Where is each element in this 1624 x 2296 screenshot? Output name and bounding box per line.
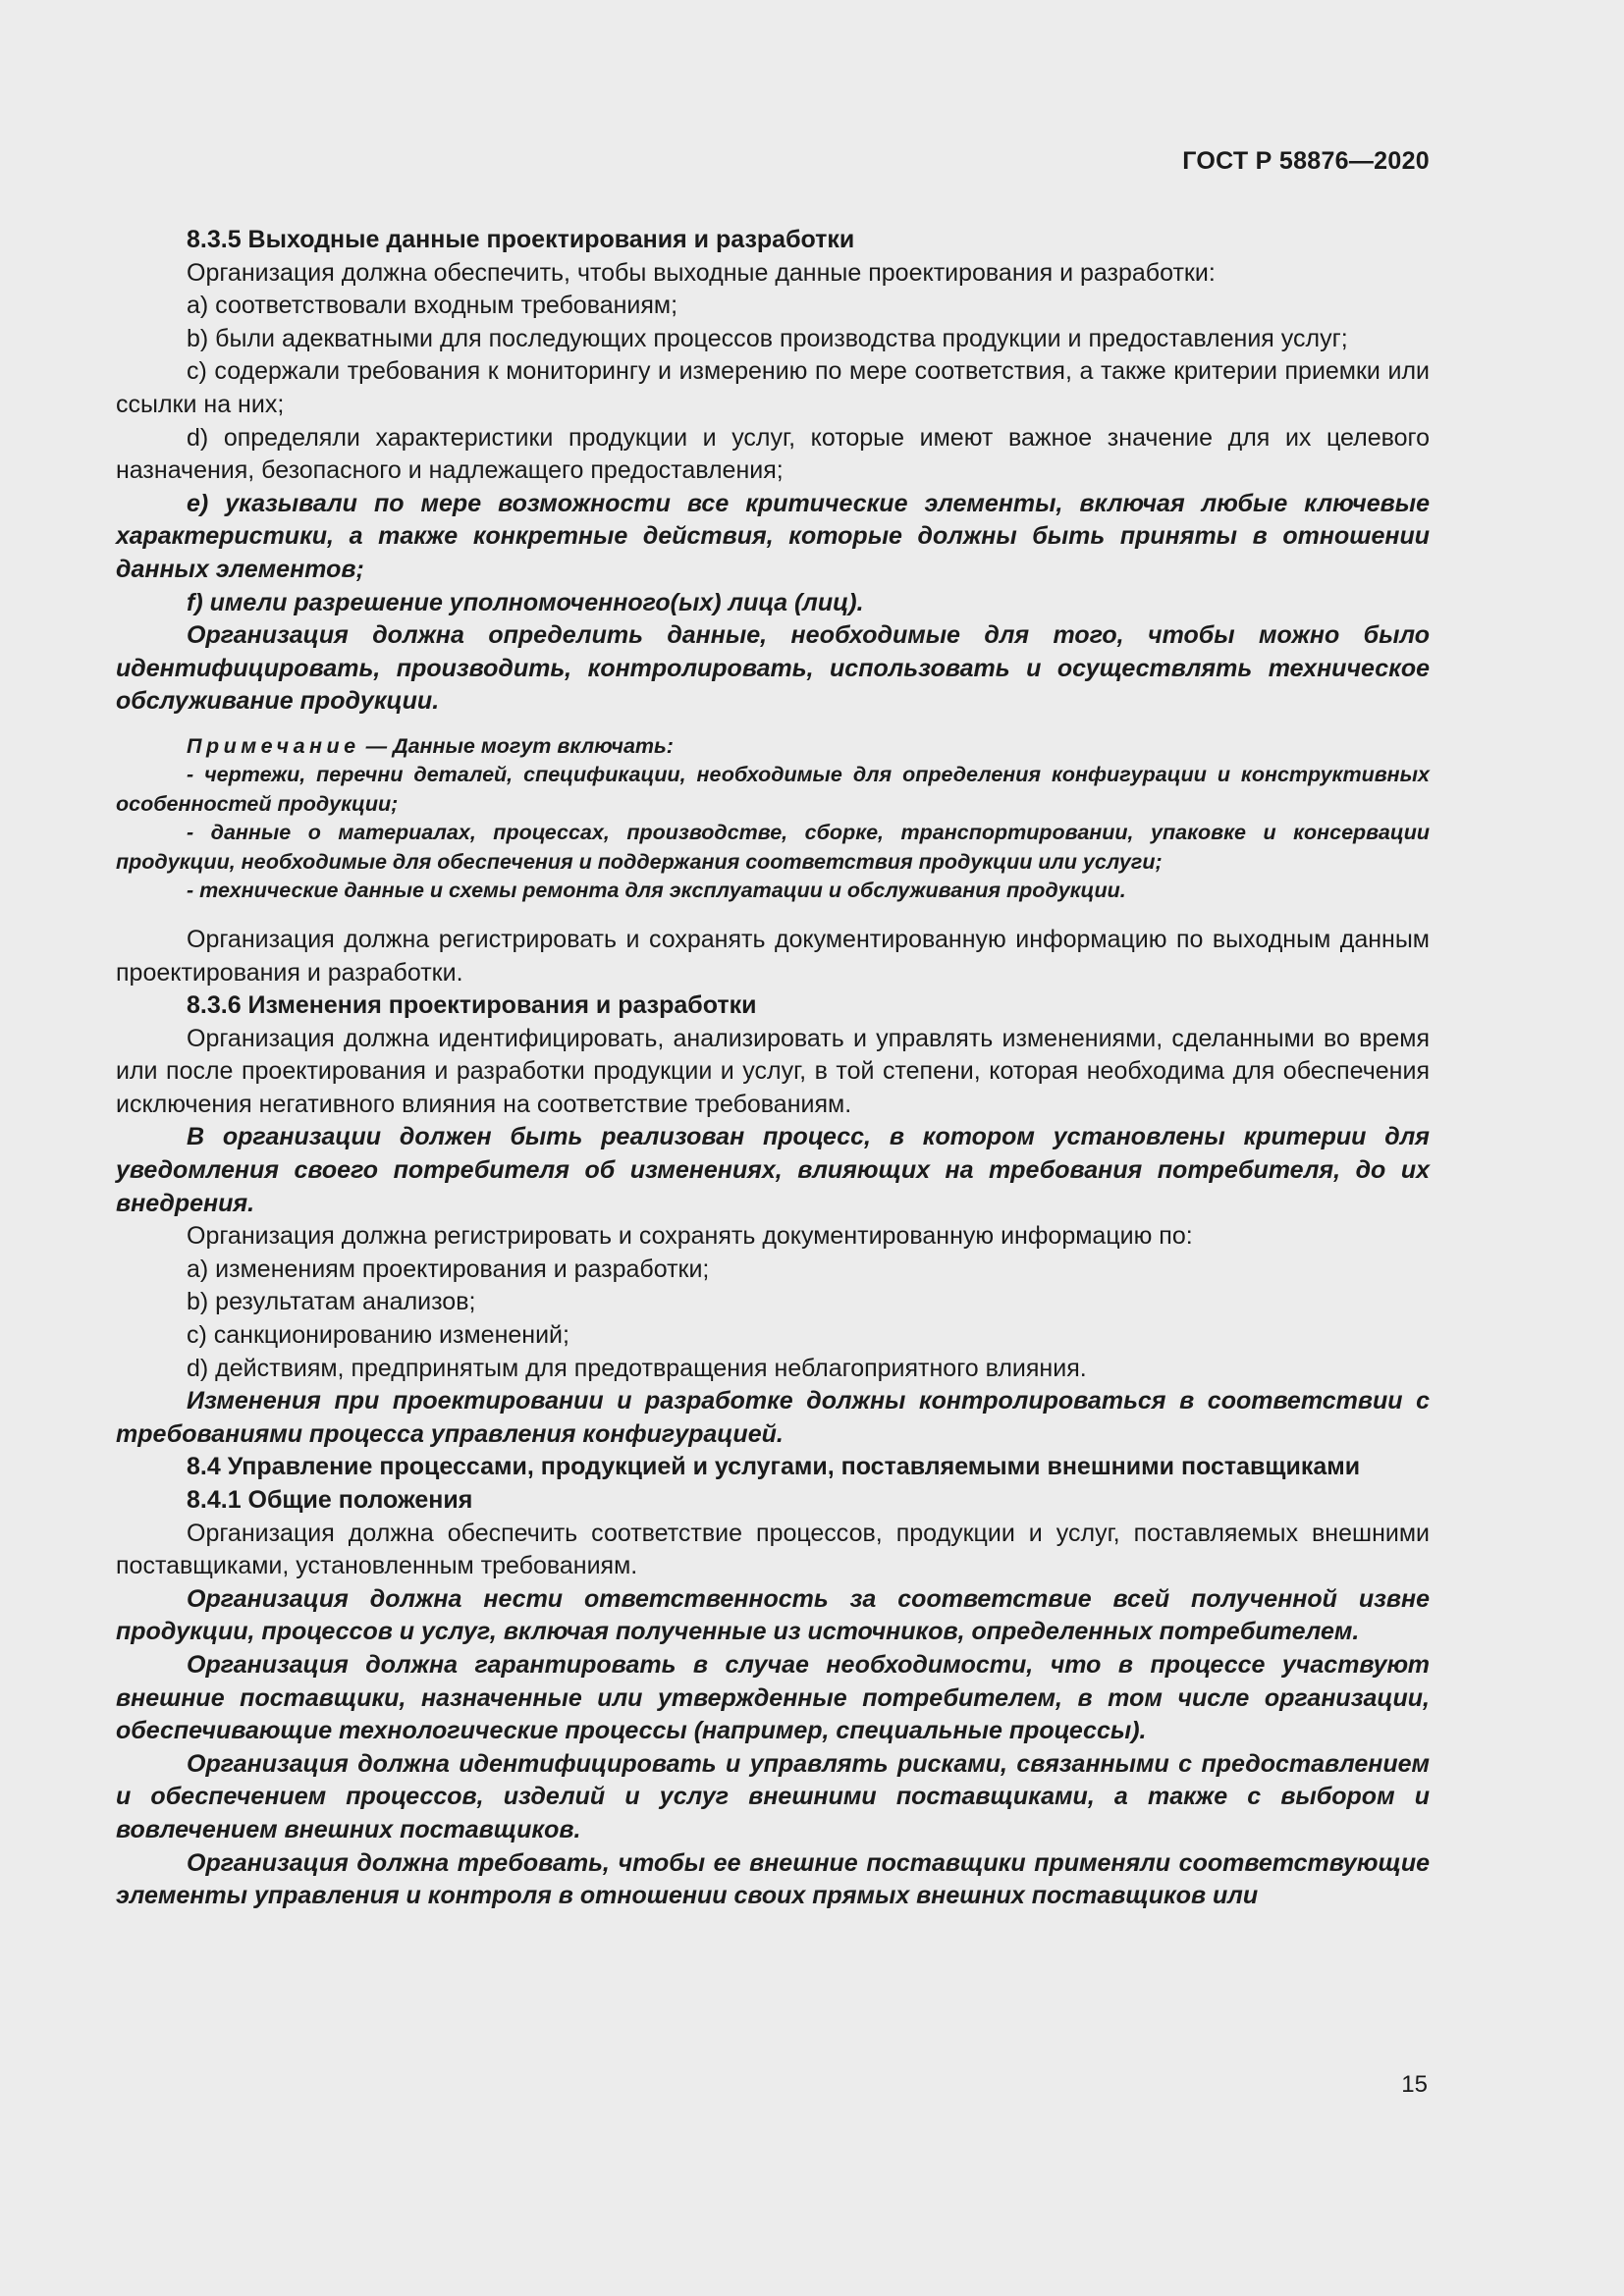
- paragraph: Организация должна идентифицировать, анализировать и управлять изменениями, сделанными во время или после проектирования и разработки продукции и услуг, в той степени, которая необходима для обеспечения исключения негативного влияния на соответствие требованиям.: [116, 1024, 1430, 1118]
- list-item: d) действиям, предпринятым для предотвращения неблагоприятного влияния.: [187, 1354, 1087, 1382]
- note-block: [116, 732, 1430, 906]
- note-item: - технические данные и схемы ремонта для эксплуатации и обслуживания продукции.: [187, 879, 1126, 903]
- paragraph-emphasis: Изменения при проектировании и разработке должны контролироваться в соответствии с требованиями процесса управления конфигурацией.: [116, 1387, 1430, 1448]
- paragraph: Организация должна обеспечить, чтобы выходные данные проектирования и разработки:: [187, 258, 1216, 287]
- paragraph-emphasis: Организация должна определить данные, необходимые для того, чтобы можно было идентифицировать, производить, контролировать, использовать и осуществлять техническое обслуживание продукции.: [116, 621, 1430, 716]
- section-heading-8-3-5: 8.3.5 Выходные данные проектирования и разработки: [187, 226, 855, 253]
- list-item: c) содержали требования к мониторингу и измерению по мере соответствия, а также критерии приемки или ссылки на них;: [116, 357, 1430, 418]
- paragraph: Организация должна регистрировать и сохранять документированную информацию по:: [187, 1222, 1193, 1251]
- list-item: e) указывали по мере возможности все критические элементы, включая любые ключевые характеристики, а также конкретные действия, которые должны быть приняты в отношении данных элементов;: [116, 489, 1430, 583]
- paragraph-emphasis: Организация должна идентифицировать и управлять рисками, связанными с предоставлением и обеспечением процессов, изделий и услуг внешними поставщиками, а также с выбором и вовлечением внешних поставщиков.: [116, 1749, 1430, 1843]
- note-title: [116, 732, 1430, 762]
- paragraph-emphasis: В организации должен быть реализован процесс, в котором установлены критерии для уведомления своего потребителя об изменениях, влияющих на требования потребителя, до их внедрения.: [116, 1123, 1430, 1217]
- list-item: b) были адекватными для последующих процессов производства продукции и предоставления услуг;: [187, 324, 1348, 352]
- paragraph-emphasis: Организация должна требовать, чтобы ее внешние поставщики применяли соответствующие элементы управления и контроля в отношении своих прямых внешних поставщиков или: [116, 1848, 1430, 1910]
- note-lead: — Данные могут включать:: [359, 733, 674, 758]
- list-item: f) имели разрешение уполномоченного(ых) лица (лиц).: [187, 588, 864, 616]
- note-item: - чертежи, перечни деталей, спецификации, необходимые для определения конфигурации и конструктивных особенностей продукции;: [116, 763, 1430, 816]
- paragraph-emphasis: Организация должна нести ответственность за соответствие всей полученной извне продукции, процессов и услуг, включая полученные из источников, определенных потребителем.: [116, 1584, 1430, 1646]
- section-heading-8-3-6: 8.3.6 Изменения проектирования и разработки: [187, 991, 757, 1020]
- paragraph-emphasis: Организация должна гарантировать в случае необходимости, что в процессе участвуют внешние поставщики, назначенные или утвержденные потребителем, в том числе организации, обеспечивающие технологические процессы (например, специальные процессы).: [116, 1650, 1430, 1745]
- list-item: b) результатам анализов;: [187, 1288, 476, 1316]
- note-label: Примечание: [187, 733, 360, 758]
- page-body: [116, 224, 1430, 1913]
- page-number: 15: [1401, 2071, 1428, 2098]
- document-code: ГОСТ Р 58876—2020: [1182, 147, 1430, 175]
- section-heading-8-4: 8.4 Управление процессами, продукцией и услугами, поставляемыми внешними поставщиками: [187, 1453, 1361, 1481]
- paragraph: Организация должна регистрировать и сохранять документированную информацию по выходным данным проектирования и разработки.: [116, 925, 1430, 987]
- section-heading-8-4-1: 8.4.1 Общие положения: [187, 1486, 473, 1514]
- list-item: a) соответствовали входным требованиям;: [187, 292, 678, 320]
- list-item: a) изменениям проектирования и разработки;: [187, 1255, 710, 1283]
- note-item: - данные о материалах, процессах, производстве, сборке, транспортировании, упаковке и консервации продукции, необходимые для обеспечения и поддержания соответствия продукции или услуги;: [116, 821, 1430, 874]
- list-item: c) санкционированию изменений;: [187, 1321, 569, 1350]
- paragraph: Организация должна обеспечить соответствие процессов, продукции и услуг, поставляемых внешними поставщиками, установленным требованиям.: [116, 1519, 1430, 1580]
- list-item: d) определяли характеристики продукции и услуг, которые имеют важное значение для их целевого назначения, безопасного и надлежащего предоставления;: [116, 423, 1430, 485]
